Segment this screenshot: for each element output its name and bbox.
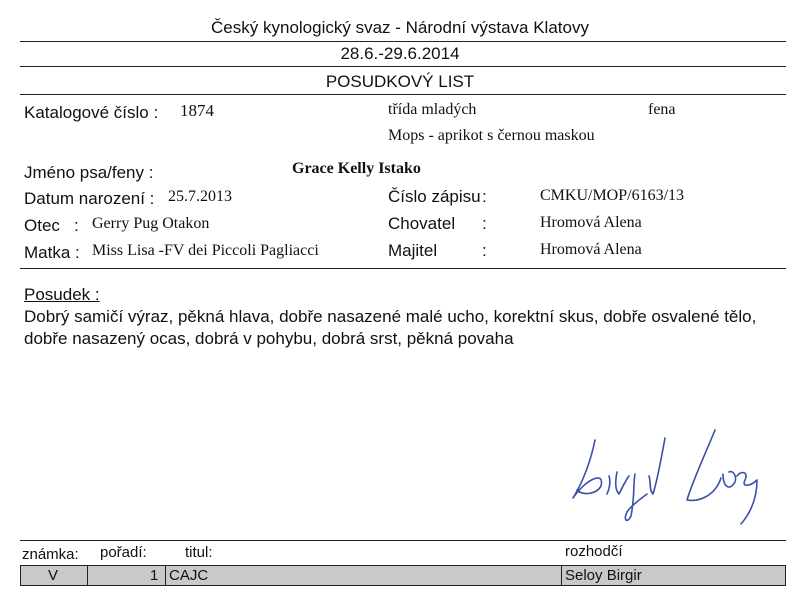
breeder-label: Chovatel [388, 214, 456, 233]
catalog-number-label: Katalogové číslo : [24, 103, 159, 122]
rank-label: pořadí: [100, 544, 147, 561]
sire-colon: : [74, 216, 79, 235]
event-title: Český kynologický svaz - Národní výstava Klatovy [211, 18, 589, 37]
owner-label: Majitel [388, 241, 438, 260]
rank-value: 1 [150, 567, 159, 584]
owner-value: Hromová Alena [540, 241, 642, 258]
title-label: titul: [185, 544, 213, 561]
dog-name-value: Grace Kelly Istako [292, 160, 421, 177]
registration-value: CMKU/MOP/6163/13 [540, 187, 685, 204]
sire-value: Gerry Pug Otakon [92, 215, 210, 232]
event-dates: 28.6.-29.6.2014 [340, 44, 460, 63]
dam-label: Matka : [24, 243, 80, 262]
dog-sex: fena [648, 101, 676, 118]
document-title: POSUDKOVÝ LIST [325, 72, 475, 91]
dam-value: Miss Lisa -FV dei Piccoli Pagliacci [92, 242, 319, 259]
owner-colon: : [482, 241, 487, 260]
review-line-2: dobře nasazený ocas, dobrá v pohybu, dobrá srst, pěkná povaha [24, 329, 514, 348]
judge-label: rozhodčí [565, 543, 623, 560]
catalog-number-value: 1874 [180, 101, 214, 120]
registration-colon: : [482, 187, 487, 206]
cell-separator [561, 566, 562, 585]
header-divider-2 [20, 66, 786, 67]
cell-separator [87, 566, 88, 585]
sire-label: Otec [24, 216, 60, 235]
title-value: CAJC [169, 567, 209, 584]
breeder-colon: : [482, 214, 487, 233]
grade-label: známka: [22, 546, 79, 563]
registration-label: Číslo zápisu [388, 187, 481, 206]
judge-value: Seloy Birgir [565, 567, 642, 584]
review-line-1: Dobrý samičí výraz, pěkná hlava, dobře nasazené malé ucho, korektní skus, dobře osvalené tělo, [24, 307, 757, 326]
dob-label: Datum narození : [24, 189, 155, 208]
dob-value: 25.7.2013 [168, 188, 232, 205]
footer-divider [20, 540, 786, 541]
grade-value: V [48, 567, 59, 584]
breeder-value: Hromová Alena [540, 214, 642, 231]
judge-signature [565, 420, 770, 530]
results-row [20, 565, 786, 586]
show-class: třída mladých [388, 101, 477, 118]
dog-breed: Mops - aprikot s černou maskou [388, 127, 595, 144]
header-divider-1 [20, 41, 786, 42]
dog-name-label: Jméno psa/feny : [24, 163, 154, 182]
header-divider-3 [20, 94, 786, 95]
cell-separator [20, 566, 21, 585]
review-label: Posudek : [24, 285, 100, 304]
info-divider [20, 268, 786, 269]
cell-separator [785, 566, 786, 585]
cell-separator [165, 566, 166, 585]
